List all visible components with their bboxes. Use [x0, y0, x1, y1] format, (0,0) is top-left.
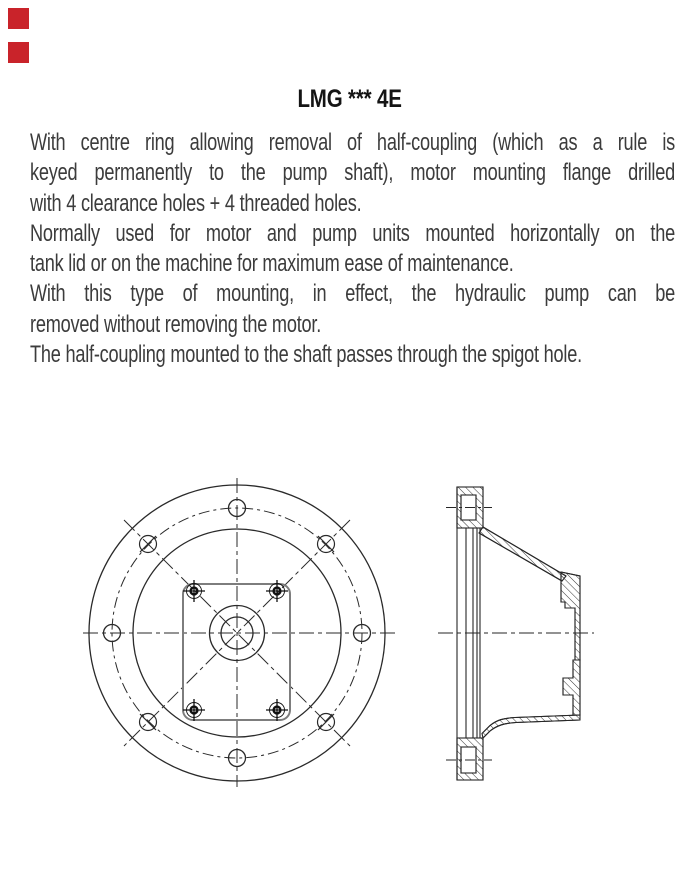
- body-line: With centre ring allowing removal of half-coupling (which as a rule is: [30, 129, 676, 156]
- bottom-rim-section: [563, 660, 580, 715]
- page-title-text: LMG *** 4E: [297, 85, 403, 113]
- top-rim-section: [561, 572, 580, 660]
- body-line: removed without removing the motor.: [30, 310, 322, 338]
- centerlines: [83, 478, 395, 787]
- pump-bolt-holes: [183, 580, 288, 721]
- body-line: With this type of mounting, in effect, the hydraulic pump can be: [30, 280, 676, 308]
- body-line: tank lid or on the machine for maximum ease of maintenance.: [30, 250, 514, 278]
- body-line: with 4 clearance holes + 4 threaded holes.: [30, 189, 362, 217]
- body-line: The half-coupling mounted to the shaft passes through the spigot hole.: [30, 341, 582, 369]
- body-line: keyed permanently to the pump shaft), motor mounting flange drilled: [30, 159, 676, 187]
- front-view-drawing: [83, 478, 395, 787]
- side-view-drawing: [438, 487, 594, 780]
- top-cone-wall: [479, 527, 566, 581]
- body-line: Normally used for motor and pump units mounted horizontally on the: [30, 219, 676, 247]
